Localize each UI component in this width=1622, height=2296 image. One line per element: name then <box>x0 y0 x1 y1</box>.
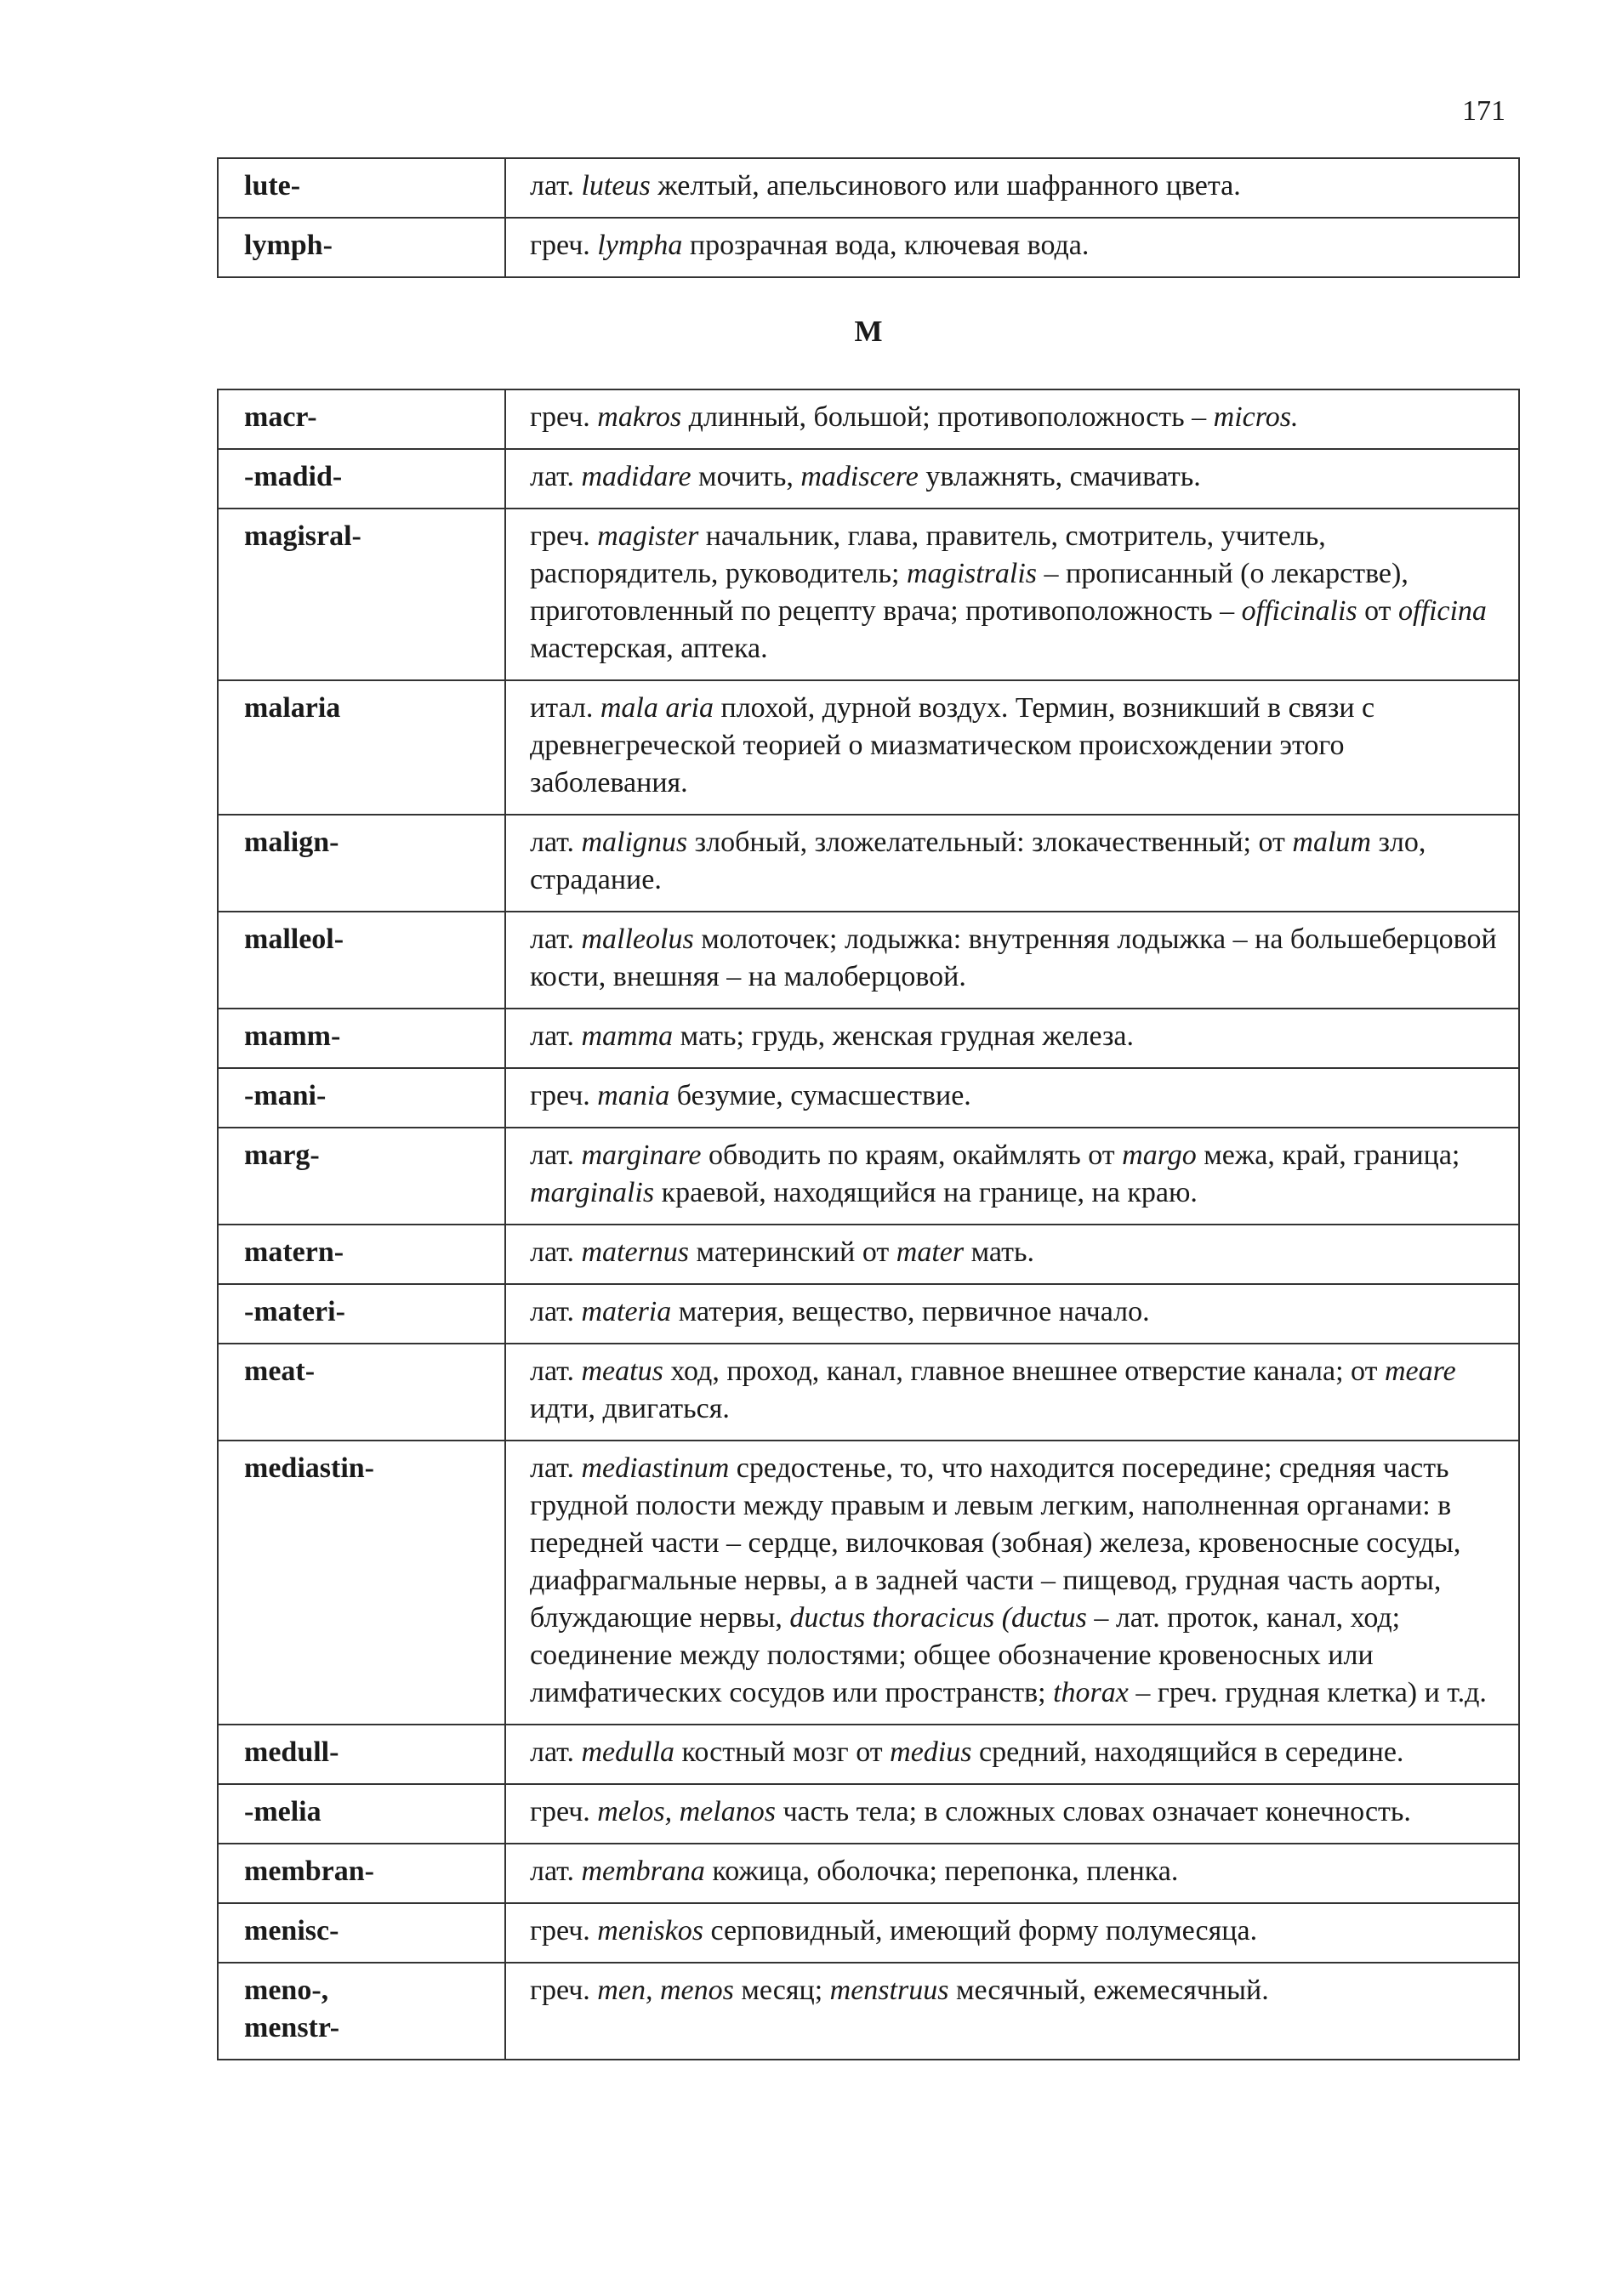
entry-term <box>218 1784 505 1844</box>
definition-text-segment: лат. <box>530 1355 582 1387</box>
definition-text-segment: – лат. проток, канал, ход; соединение между полостями; общее обозначение кровеносных или лимфатических сосудов или пространств; <box>530 1602 1401 1708</box>
definition-text-segment: – прописанный (о лекарстве), приготовленный по рецепту врача; противоположность – <box>530 558 1409 627</box>
entry-term-text: menisc- <box>244 1915 339 1946</box>
definition-text-segment: зло, страдание. <box>530 827 1426 895</box>
definition-text-segment: идти, двигаться. <box>530 1393 730 1424</box>
definition-text-segment: лат. <box>530 1236 582 1268</box>
entry-term <box>218 1903 505 1963</box>
entry-term-text: macr- <box>244 401 317 433</box>
entry-definition <box>505 218 1519 277</box>
dictionary-entry-row <box>218 680 1519 815</box>
definition-text-segment: серповидный, имеющий форму полумесяца. <box>703 1915 1258 1946</box>
entry-term-text: malign- <box>244 827 339 858</box>
entry-term-text: marg- <box>244 1139 320 1171</box>
definition-text-segment: материнский от <box>689 1236 896 1268</box>
dictionary-entry-row <box>218 1225 1519 1284</box>
entry-term <box>218 509 505 680</box>
entry-definition <box>505 1963 1519 2060</box>
dictionary-entry-row <box>218 1963 1519 2060</box>
dictionary-entry-row <box>218 218 1519 277</box>
entry-term-text: malleol- <box>244 924 344 955</box>
entry-definition <box>505 1284 1519 1344</box>
definition-italic-segment: mala aria <box>600 692 714 724</box>
dictionary-entry-row <box>218 1441 1519 1725</box>
definition-text-segment: кожица, оболочка; перепонка, пленка. <box>704 1856 1179 1887</box>
definition-italic-segment: malleolus <box>581 924 694 955</box>
definition-italic-segment: menstruus <box>829 1975 949 2006</box>
definition-text-segment: лат. <box>530 1296 582 1327</box>
definition-italic-segment: officinalis <box>1241 595 1357 627</box>
dictionary-table-m <box>217 389 1520 2060</box>
definition-text-segment: лат. <box>530 461 582 492</box>
entry-definition <box>505 1441 1519 1725</box>
definition-italic-segment: marginare <box>581 1139 702 1171</box>
definition-text-segment: лат. <box>530 1736 582 1768</box>
entry-term <box>218 158 505 218</box>
definition-text-segment: греч. <box>530 1796 598 1827</box>
page-number: 171 <box>1462 95 1505 127</box>
definition-italic-segment: mania <box>597 1080 670 1111</box>
definition-text-segment: костный мозг от <box>674 1736 891 1768</box>
definition-italic-segment: magistralis <box>906 558 1038 589</box>
dictionary-entry-row <box>218 1844 1519 1903</box>
definition-italic-segment: margo <box>1122 1139 1197 1171</box>
definition-text-segment: молоточек; лодыжка: внутренняя лодыжка – на большеберцовой кости, внешняя – на малоберцовой. <box>530 924 1497 992</box>
definition-text-segment: месячный, ежемесячный. <box>948 1975 1269 2006</box>
entry-term-text: meno-, <box>244 1975 329 2006</box>
definition-text-segment: лат. <box>530 170 582 202</box>
definition-text-segment: средостенье, то, что находится посередине; средняя часть грудной полости между правым и левым легким, наполненная органами: в передней части – сердце, вилочковая (зобная) железа, кровеносные сосуды, диафрагмальные нервы, а в задней части – пищевод, грудная часть аорты, блуждающие нервы, <box>530 1452 1461 1634</box>
definition-italic-segment: maternus <box>581 1236 690 1268</box>
definition-italic-segment: medulla <box>581 1736 675 1768</box>
definition-italic-segment: magister <box>597 520 699 552</box>
entry-term <box>218 815 505 912</box>
dictionary-entry-row <box>218 1344 1519 1441</box>
entry-definition <box>505 680 1519 815</box>
entry-term-text: lute- <box>244 170 301 202</box>
definition-text-segment: греч. <box>530 1915 598 1946</box>
entry-term-text: lymph- <box>244 230 333 261</box>
entry-definition <box>505 1903 1519 1963</box>
definition-text-segment: прозрачная вода, ключевая вода. <box>682 230 1090 261</box>
entry-term-text: medull- <box>244 1736 339 1768</box>
definition-italic-segment: mamma <box>581 1020 674 1052</box>
definition-text-segment: греч. <box>530 1080 598 1111</box>
definition-text-segment: краевой, находящийся на границе, на краю. <box>654 1177 1198 1208</box>
entry-definition <box>505 1344 1519 1441</box>
entry-definition <box>505 1725 1519 1784</box>
definition-italic-segment: mediastinum <box>581 1452 730 1484</box>
dictionary-entry-row <box>218 158 1519 218</box>
dictionary-entry-row <box>218 1068 1519 1128</box>
definition-text-segment: месяц; <box>733 1975 830 2006</box>
definition-italic-segment: lympha <box>597 230 683 261</box>
entry-term <box>218 1441 505 1725</box>
definition-text-segment: греч. <box>530 520 598 552</box>
entry-term-text: malaria <box>244 692 341 724</box>
entry-term <box>218 1963 505 2060</box>
entry-term-text: magisral- <box>244 520 361 552</box>
entry-definition <box>505 449 1519 509</box>
definition-italic-segment: membrana <box>581 1856 705 1887</box>
entry-term-text: -materi- <box>244 1296 345 1327</box>
dictionary-entry-row <box>218 1128 1519 1225</box>
definition-text-segment: лат. <box>530 924 582 955</box>
entry-term-text: matern- <box>244 1236 344 1268</box>
definition-italic-segment: meare <box>1384 1355 1456 1387</box>
definition-text-segment: лат. <box>530 827 582 858</box>
definition-italic-segment: ductus thoracicus (ductus <box>789 1602 1087 1634</box>
entry-term-text: mamm- <box>244 1020 341 1052</box>
dictionary-entry-row <box>218 815 1519 912</box>
definition-text-segment: итал. <box>530 692 600 724</box>
definition-text-segment: – греч. грудная клетка) и т.д. <box>1128 1677 1487 1708</box>
definition-italic-segment: malum <box>1292 827 1371 858</box>
definition-text-segment: греч. <box>530 1975 598 2006</box>
entry-term-text: -melia <box>244 1796 322 1827</box>
definition-italic-segment: marginalis <box>530 1177 655 1208</box>
entry-term <box>218 389 505 449</box>
definition-italic-segment: men, menos <box>597 1975 734 2006</box>
entry-definition <box>505 509 1519 680</box>
dictionary-entry-row <box>218 449 1519 509</box>
definition-italic-segment: luteus <box>581 170 651 202</box>
definition-italic-segment: meatus <box>581 1355 663 1387</box>
entry-term-text: -madid- <box>244 461 343 492</box>
definition-text-segment: мочить, <box>691 461 801 492</box>
entry-term-text: -mani- <box>244 1080 327 1111</box>
entry-definition <box>505 1225 1519 1284</box>
dictionary-entry-row <box>218 1784 1519 1844</box>
entry-definition <box>505 1784 1519 1844</box>
entry-definition <box>505 1068 1519 1128</box>
definition-text-segment: мастерская, аптека. <box>530 633 768 664</box>
entry-definition <box>505 815 1519 912</box>
definition-text-segment: лат. <box>530 1856 582 1887</box>
section-letter-heading: M <box>854 315 883 348</box>
definition-text-segment: часть тела; в сложных словах означает конечность. <box>775 1796 1411 1827</box>
definition-italic-segment: medius <box>890 1736 972 1768</box>
definition-text-segment: от <box>1357 595 1399 627</box>
definition-italic-segment: micros. <box>1213 401 1299 433</box>
dictionary-entry-row <box>218 1725 1519 1784</box>
definition-text-segment: межа, край, граница; <box>1196 1139 1460 1171</box>
definition-italic-segment: malignus <box>581 827 688 858</box>
entry-definition <box>505 1128 1519 1225</box>
entry-term <box>218 1225 505 1284</box>
entry-definition <box>505 158 1519 218</box>
dictionary-table-l <box>217 157 1520 278</box>
definition-italic-segment: materia <box>581 1296 672 1327</box>
entry-term <box>218 1284 505 1344</box>
definition-text-segment: ход, проход, канал, главное внешнее отверстие канала; от <box>663 1355 1385 1387</box>
definition-text-segment: мать; грудь, женская грудная железа. <box>673 1020 1134 1052</box>
definition-text-segment: средний, находящийся в середине. <box>971 1736 1404 1768</box>
entry-term <box>218 1344 505 1441</box>
entry-term <box>218 1009 505 1068</box>
dictionary-entry-row <box>218 1284 1519 1344</box>
entry-term-text: mediastin- <box>244 1452 374 1484</box>
entry-term <box>218 449 505 509</box>
definition-text-segment: злобный, зложелательный: злокачественный; от <box>687 827 1293 858</box>
definition-text-segment: безумие, сумасшествие. <box>669 1080 971 1111</box>
definition-italic-segment: madidare <box>581 461 691 492</box>
dictionary-entry-row <box>218 509 1519 680</box>
dictionary-entry-row <box>218 1903 1519 1963</box>
dictionary-entry-row <box>218 1009 1519 1068</box>
definition-italic-segment: melos, melanos <box>597 1796 776 1827</box>
entry-term <box>218 1725 505 1784</box>
definition-text-segment: материя, вещество, первичное начало. <box>671 1296 1150 1327</box>
definition-italic-segment: meniskos <box>597 1915 703 1946</box>
entry-definition <box>505 389 1519 449</box>
definition-italic-segment: makros <box>597 401 682 433</box>
entry-term-text: membran- <box>244 1856 374 1887</box>
entry-term-text: menstr- <box>244 2012 340 2043</box>
entry-definition <box>505 1844 1519 1903</box>
definition-text-segment: лат. <box>530 1452 582 1484</box>
entry-term-text: meat- <box>244 1355 316 1387</box>
entry-term <box>218 1128 505 1225</box>
definition-italic-segment: officina <box>1398 595 1487 627</box>
definition-text-segment: греч. <box>530 230 598 261</box>
dictionary-entry-row <box>218 912 1519 1009</box>
definition-text-segment: желтый, апельсинового или шафранного цвета. <box>650 170 1241 202</box>
definition-italic-segment: mater <box>896 1236 965 1268</box>
definition-italic-segment: thorax <box>1053 1677 1129 1708</box>
definition-text-segment: плохой, дурной воздух. Термин, возникший в связи с древнегреческой теорией о миазматическом происхождении этого заболевания. <box>530 692 1375 798</box>
entry-term <box>218 218 505 277</box>
definition-italic-segment: madiscere <box>800 461 919 492</box>
definition-text-segment: обводить по краям, окаймлять от <box>701 1139 1123 1171</box>
dictionary-entry-row <box>218 389 1519 449</box>
definition-text-segment: увлажнять, смачивать. <box>918 461 1201 492</box>
entry-term <box>218 1068 505 1128</box>
entry-definition <box>505 912 1519 1009</box>
entry-term <box>218 912 505 1009</box>
definition-text-segment: лат. <box>530 1020 582 1052</box>
definition-text-segment: греч. <box>530 401 598 433</box>
definition-text-segment: начальник, глава, правитель, смотритель, учитель, распорядитель, руководитель; <box>530 520 1326 589</box>
entry-term <box>218 680 505 815</box>
entry-definition <box>505 1009 1519 1068</box>
entry-term <box>218 1844 505 1903</box>
definition-text-segment: лат. <box>530 1139 582 1171</box>
definition-text-segment: длинный, большой; противоположность – <box>681 401 1214 433</box>
definition-text-segment: мать. <box>964 1236 1034 1268</box>
